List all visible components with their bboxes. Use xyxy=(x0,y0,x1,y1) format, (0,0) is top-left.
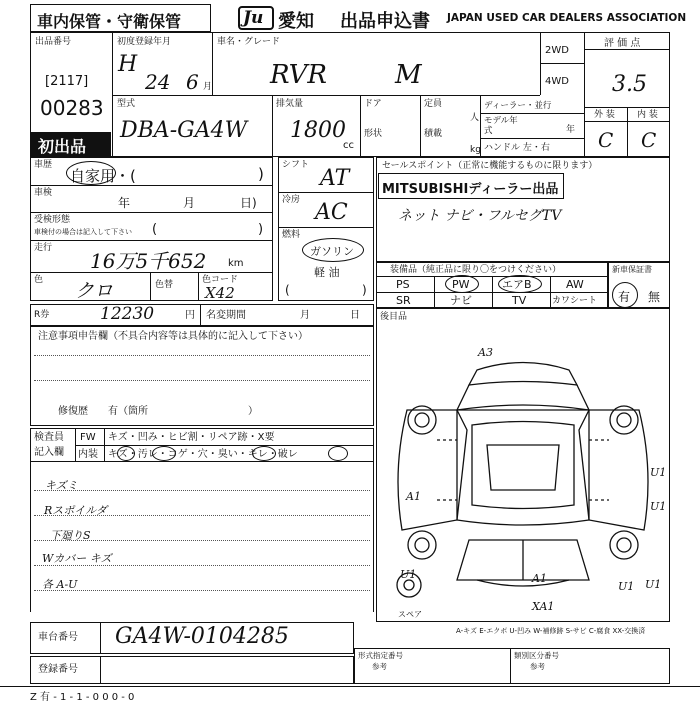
dealer-badge-box xyxy=(378,173,564,199)
capacity-unit: 人 xyxy=(470,113,480,123)
capacity-label: 定員 xyxy=(424,99,443,109)
equip-pw-circle xyxy=(445,275,479,293)
usage-value: 自家用・( xyxy=(70,167,136,185)
inspector-fw-items: キズ・凹み・ヒビ割・リペア跡・X要 xyxy=(108,432,275,443)
fuel-gas[interactable]: ガソリン xyxy=(310,245,354,258)
color-change: 色替 xyxy=(155,280,174,290)
inspection-label: 車検 xyxy=(34,188,53,198)
regno-row xyxy=(30,656,354,684)
assoc-name: JAPAN USED CAR DEALERS ASSOCIATION xyxy=(447,12,687,24)
namechange-label: 名変期間 xyxy=(206,310,246,321)
lot-code: [2117] xyxy=(45,74,89,89)
model-label: 車名・グレード xyxy=(217,37,281,47)
handle-label: ハンドル 左・右 xyxy=(484,143,550,153)
regno-label: 登録番号 xyxy=(38,664,78,675)
model-year-label: モデル年式 xyxy=(484,116,518,136)
aircon-value: AC xyxy=(315,200,348,225)
exterior-value: C xyxy=(598,128,614,152)
inspector-int-items: キズ・汚レ・コゲ・穴・臭い・キレ・破レ xyxy=(108,449,298,460)
namechange-day: 日 xyxy=(350,310,360,321)
color-value: クロ xyxy=(75,280,114,302)
int-mark-4 xyxy=(328,446,348,461)
mark-left-a1: A1 xyxy=(406,490,421,503)
shift-label: シフト xyxy=(282,160,310,170)
class-no-label: 類別区分番号 xyxy=(514,651,559,660)
inspection-month: 月 xyxy=(183,196,196,210)
lot-label: 出品番号 xyxy=(35,37,72,47)
storage-box xyxy=(30,4,211,32)
handnote-1: キズミ xyxy=(45,479,78,492)
equip-navi[interactable]: ナビ xyxy=(450,294,472,307)
mark-front-a1: A1 xyxy=(532,572,547,585)
engine-label: 排気量 xyxy=(276,99,304,109)
score-label: 評 価 点 xyxy=(604,38,641,49)
interior-label: 内 装 xyxy=(637,110,658,120)
lot-number: 00283 xyxy=(40,96,104,120)
equip-pw[interactable]: PW xyxy=(452,278,470,291)
shift-value: AT xyxy=(320,166,350,191)
int-mark-3 xyxy=(252,446,276,461)
mark-rear-a3: A3 xyxy=(478,346,493,359)
equip-airbag-circle xyxy=(498,275,542,293)
usage-circle-mark xyxy=(66,161,116,185)
chassis-label: 車台番号 xyxy=(38,632,78,643)
equip-tv[interactable]: TV xyxy=(512,294,527,307)
fuel-gas-circle xyxy=(302,238,364,262)
drive-2wd[interactable]: 2WD xyxy=(545,45,569,56)
fuel-close: ) xyxy=(362,283,367,297)
equip-aw[interactable]: AW xyxy=(566,278,584,291)
ju-logo xyxy=(238,6,274,30)
registration-label: 初度登録年月 xyxy=(117,37,172,47)
damage-legend: A-キズ E-エクボ U-凹み W-補修跡 S-サビ C-腐食 XX-交換済 xyxy=(456,627,646,635)
handnote-3: 下廻りS xyxy=(50,529,91,542)
drive-4wd[interactable]: 4WD xyxy=(545,76,569,87)
fuel-diesel[interactable]: 軽 油 xyxy=(314,266,340,279)
form-ref-label: 参考 xyxy=(372,662,387,671)
color-code: X42 xyxy=(205,284,235,302)
dealer-badge: MITSUBISHIディーラー出品 xyxy=(382,182,559,197)
load-unit: kg xyxy=(470,145,481,155)
notes-label: 注意事項申告欄（不具合内容等は具体的に記入して下さい） xyxy=(38,331,308,342)
inspection-year: 年 xyxy=(118,196,131,210)
chassis-value: GA4W-0104285 xyxy=(115,624,289,649)
mark-right-u1b: U1 xyxy=(650,500,667,513)
new-car-yes[interactable]: 有 xyxy=(618,290,631,304)
shape-label: 形状 xyxy=(364,129,383,139)
load-label: 積載 xyxy=(424,129,443,139)
katashiki-label: 型式 xyxy=(117,99,136,109)
usage-close: ) xyxy=(258,165,264,183)
equip-ps[interactable]: PS xyxy=(396,278,410,291)
exterior-label: 外 装 xyxy=(594,110,615,120)
registration-year: 24 xyxy=(145,70,171,94)
mark-bumper-xa1: XA1 xyxy=(532,600,555,613)
new-car-yes-circle xyxy=(612,282,638,308)
storage-label: 車内保管・守衛保管 xyxy=(37,12,182,31)
new-car-no[interactable]: 無 xyxy=(648,290,661,304)
usage-label: 車歴 xyxy=(34,160,53,170)
recycle-paren: ( xyxy=(152,222,158,237)
first-listing-badge xyxy=(31,132,111,156)
mark-right-u1c: U1 xyxy=(645,578,662,591)
aircon-label: 冷房 xyxy=(282,195,301,205)
recycle-note: 車検付の場合は記入して下さい xyxy=(34,228,132,236)
dealer-label: ディーラー・並行 xyxy=(484,101,552,111)
sales-point-label: セールスポイント（正常に機能するものに限ります） xyxy=(382,161,598,171)
mark-left-u1: U1 xyxy=(400,568,417,581)
spare-label: スペア xyxy=(398,610,422,619)
registration-month-unit: 月 xyxy=(203,82,213,92)
class-ref-label: 参考 xyxy=(530,662,545,671)
doc-title: 出品申込書 xyxy=(340,11,430,32)
inspection-day: 日) xyxy=(240,196,257,210)
rtax-row xyxy=(30,304,374,326)
equipment-label: 装備品（純正品に限り〇をつけください） xyxy=(390,265,562,275)
registration-month: 6 xyxy=(186,70,199,94)
handnote-2: Rスポイルダ xyxy=(44,504,107,517)
model-year-unit: 年 xyxy=(566,125,576,135)
inspector-label2: 記入欄 xyxy=(34,447,64,458)
model-grade: M xyxy=(395,60,422,90)
color-code-label: 色コード xyxy=(202,275,239,285)
rear-seat-label: 後目品 xyxy=(380,312,408,322)
score-value: 3.5 xyxy=(612,72,647,97)
int-mark-1 xyxy=(117,446,135,461)
equip-airbag[interactable]: エアB xyxy=(502,278,532,291)
rtax-unit: 円 xyxy=(185,310,195,321)
katashiki-value: DBA-GA4W xyxy=(120,118,248,143)
car-damage-diagram[interactable] xyxy=(377,330,669,610)
inspector-interior: 内装 xyxy=(78,449,98,460)
recycle-label: 受検形態 xyxy=(34,215,71,225)
new-car-label: 新車保証書 xyxy=(612,265,652,274)
model-name: RVR xyxy=(270,60,328,90)
registration-era: H xyxy=(118,52,138,77)
recycle-close: ) xyxy=(258,222,264,237)
color-label: 色 xyxy=(34,275,44,285)
mileage-value: 16万5千652 xyxy=(90,249,207,273)
mileage-unit: km xyxy=(228,258,244,269)
first-listing-text: 初出品 xyxy=(38,137,87,156)
ju-logo-text: Ju xyxy=(243,8,264,28)
sales-point-handwritten: ネット ナビ・フルセグTV xyxy=(398,208,562,224)
mark-right-u1a: U1 xyxy=(650,466,667,479)
fuel-paren: ( xyxy=(285,283,290,297)
handnote-4: Wカバー キズ xyxy=(42,552,112,565)
engine-value: 1800 xyxy=(290,118,346,143)
mark-front-u1: U1 xyxy=(618,580,635,593)
mileage-label: 走行 xyxy=(34,243,53,253)
engine-unit: cc xyxy=(343,140,354,151)
handnote-5: 各 A-U xyxy=(42,578,78,591)
int-mark-2 xyxy=(152,446,176,461)
inspector-fw: FW xyxy=(80,432,96,443)
equip-leather-seat[interactable]: カワシート xyxy=(552,296,598,306)
bottom-strip xyxy=(0,686,700,703)
rtax-label: R券 xyxy=(34,310,50,320)
form-no-label: 形式指定番号 xyxy=(358,651,403,660)
fuel-label: 燃料 xyxy=(282,230,301,240)
bottom-row-text: Z 有 - 1 - 1 - 0 0 0 - 0 xyxy=(30,692,135,703)
logo-aichi: 愛知 xyxy=(278,11,314,32)
inspector-label1: 検査員 xyxy=(34,432,64,443)
interior-value: C xyxy=(641,128,657,152)
door-label: ドア xyxy=(364,99,382,109)
repair-history: 修復歴 有（箇所 ） xyxy=(58,406,258,417)
rtax-value: 12230 xyxy=(100,304,155,324)
equip-sr[interactable]: SR xyxy=(396,294,411,307)
namechange-month: 月 xyxy=(300,310,310,321)
